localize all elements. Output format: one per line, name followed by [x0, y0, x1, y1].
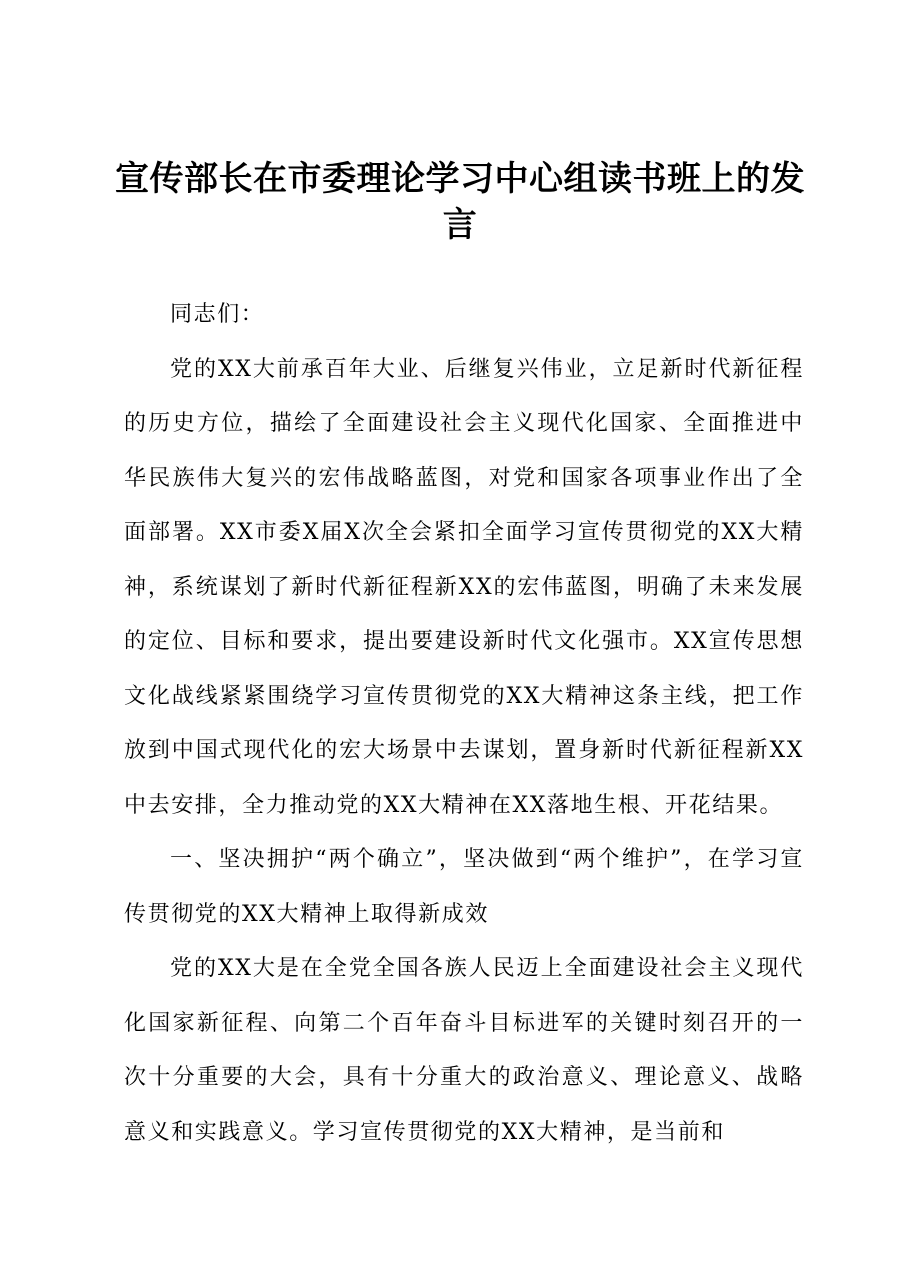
document-body	[124, 288, 804, 1160]
section-heading-1: 一、坚决拥护“两个确立”，坚决做到“两个维护”，在学习宣传贯彻党的XX大精神上取得新成效	[124, 847, 804, 927]
section-1-paragraph: 党的XX大是在全党全国各族人民迈上全面建设社会主义现代化国家新征程、向第二个百年奋斗目标进军的关键时刻召开的一次十分重要的大会，具有十分重大的政治意义、理论意义、战略意义和实践意义。学习宣传贯彻党的XX大精神，是当前和	[124, 956, 804, 1145]
document-title: 宣传部长在市委理论学习中心组读书班上的发言	[115, 159, 805, 245]
intro-paragraph: 党的XX大前承百年大业、后继复兴伟业，立足新时代新征程的历史方位，描绘了全面建设社会主义现代化国家、全面推进中华民族伟大复兴的宏伟战略蓝图，对党和国家各项事业作出了全面部署。XX市委X届X次全会紧扣全面学习宣传贯彻党的XX大精神，系统谋划了新时代新征程新XX的宏伟蓝图，明确了未来发展的定位、目标和要求，提出要建设新时代文化强市。XX宣传思想文化战线紧紧围绕学习宣传贯彻党的XX大精神这条主线，把工作放到中国式现代化的宏大场景中去谋划，置身新时代新征程新XX中去安排，全力推动党的XX大精神在XX落地生根、开花结果。	[124, 356, 804, 818]
salutation-paragraph: 同志们：	[170, 302, 265, 327]
